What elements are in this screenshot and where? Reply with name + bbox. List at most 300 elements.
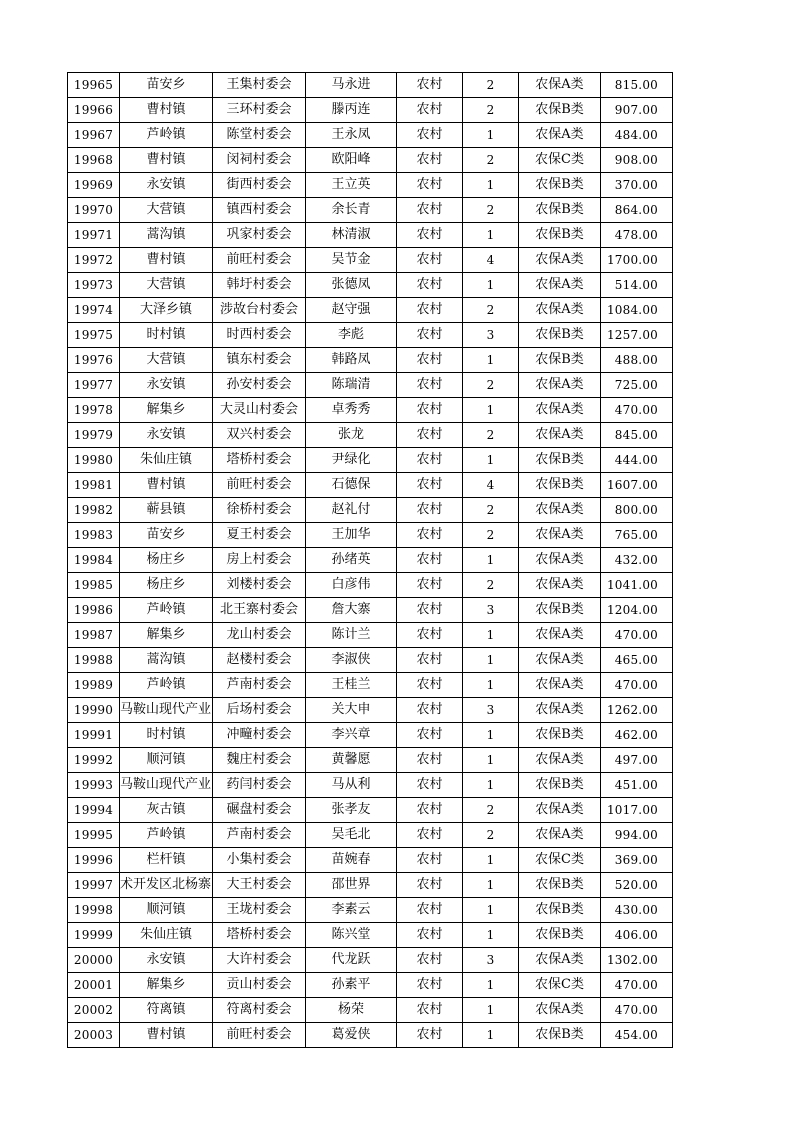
record-id-cell: 19992 (68, 748, 120, 773)
town-cell: 术开发区北杨寨 (120, 873, 213, 898)
table-row (68, 598, 673, 623)
household-type-cell: 农村 (397, 173, 463, 198)
household-type-cell: 农村 (397, 123, 463, 148)
record-id-cell: 19997 (68, 873, 120, 898)
household-type-cell: 农村 (397, 248, 463, 273)
table-row (68, 573, 673, 598)
table-row (68, 73, 673, 98)
village-committee-cell: 冲疃村委会 (213, 723, 306, 748)
record-id-cell: 19991 (68, 723, 120, 748)
insurance-category-cell: 农保A类 (519, 373, 601, 398)
table-row (68, 173, 673, 198)
person-name-cell: 张孝友 (306, 798, 397, 823)
record-id-cell: 19981 (68, 473, 120, 498)
household-size-cell: 2 (463, 373, 519, 398)
table-row (68, 548, 673, 573)
amount-cell: 465.00 (601, 648, 673, 673)
insurance-category-cell: 农保B类 (519, 923, 601, 948)
household-type-cell: 农村 (397, 898, 463, 923)
amount-cell: 800.00 (601, 498, 673, 523)
record-id-cell: 19975 (68, 323, 120, 348)
insurance-category-cell: 农保A类 (519, 698, 601, 723)
person-name-cell: 陈兴堂 (306, 923, 397, 948)
town-cell: 芦岭镇 (120, 823, 213, 848)
amount-cell: 470.00 (601, 973, 673, 998)
roster-body (68, 73, 673, 1048)
roster-table (67, 72, 673, 1048)
town-cell: 顺河镇 (120, 748, 213, 773)
person-name-cell: 马从利 (306, 773, 397, 798)
household-size-cell: 4 (463, 248, 519, 273)
amount-cell: 444.00 (601, 448, 673, 473)
record-id-cell: 19999 (68, 923, 120, 948)
insurance-category-cell: 农保A类 (519, 398, 601, 423)
village-committee-cell: 徐桥村委会 (213, 498, 306, 523)
insurance-category-cell: 农保A类 (519, 673, 601, 698)
insurance-category-cell: 农保A类 (519, 998, 601, 1023)
record-id-cell: 19987 (68, 623, 120, 648)
household-size-cell: 1 (463, 873, 519, 898)
person-name-cell: 张龙 (306, 423, 397, 448)
household-size-cell: 1 (463, 273, 519, 298)
person-name-cell: 苗婉春 (306, 848, 397, 873)
household-size-cell: 1 (463, 773, 519, 798)
person-name-cell: 李彪 (306, 323, 397, 348)
household-size-cell: 1 (463, 398, 519, 423)
table-row (68, 273, 673, 298)
record-id-cell: 19985 (68, 573, 120, 598)
person-name-cell: 吴毛北 (306, 823, 397, 848)
town-cell: 大泽乡镇 (120, 298, 213, 323)
household-type-cell: 农村 (397, 648, 463, 673)
person-name-cell: 张德凤 (306, 273, 397, 298)
town-cell: 永安镇 (120, 948, 213, 973)
household-type-cell: 农村 (397, 723, 463, 748)
town-cell: 解集乡 (120, 973, 213, 998)
person-name-cell: 白彦伟 (306, 573, 397, 598)
table-row (68, 973, 673, 998)
amount-cell: 484.00 (601, 123, 673, 148)
person-name-cell: 杨荣 (306, 998, 397, 1023)
household-size-cell: 1 (463, 548, 519, 573)
town-cell: 曹村镇 (120, 1023, 213, 1048)
record-id-cell: 19974 (68, 298, 120, 323)
town-cell: 曹村镇 (120, 98, 213, 123)
village-committee-cell: 双兴村委会 (213, 423, 306, 448)
record-id-cell: 20001 (68, 973, 120, 998)
town-cell: 曹村镇 (120, 248, 213, 273)
amount-cell: 765.00 (601, 523, 673, 548)
record-id-cell: 19982 (68, 498, 120, 523)
household-size-cell: 1 (463, 673, 519, 698)
amount-cell: 1084.00 (601, 298, 673, 323)
person-name-cell: 孙绪英 (306, 548, 397, 573)
person-name-cell: 林清淑 (306, 223, 397, 248)
household-type-cell: 农村 (397, 548, 463, 573)
household-type-cell: 农村 (397, 73, 463, 98)
insurance-category-cell: 农保A类 (519, 248, 601, 273)
person-name-cell: 赵守强 (306, 298, 397, 323)
insurance-category-cell: 农保A类 (519, 573, 601, 598)
village-committee-cell: 巩家村委会 (213, 223, 306, 248)
table-row (68, 998, 673, 1023)
town-cell: 芦岭镇 (120, 598, 213, 623)
insurance-category-cell: 农保B类 (519, 448, 601, 473)
amount-cell: 845.00 (601, 423, 673, 448)
household-type-cell: 农村 (397, 473, 463, 498)
town-cell: 解集乡 (120, 623, 213, 648)
table-row (68, 98, 673, 123)
table-row (68, 798, 673, 823)
household-type-cell: 农村 (397, 523, 463, 548)
insurance-category-cell: 农保B类 (519, 898, 601, 923)
household-type-cell: 农村 (397, 148, 463, 173)
town-cell: 马鞍山现代产业 (120, 773, 213, 798)
table-row (68, 698, 673, 723)
insurance-category-cell: 农保A类 (519, 823, 601, 848)
insurance-category-cell: 农保B类 (519, 173, 601, 198)
record-id-cell: 19968 (68, 148, 120, 173)
record-id-cell: 20000 (68, 948, 120, 973)
record-id-cell: 19984 (68, 548, 120, 573)
person-name-cell: 马永进 (306, 73, 397, 98)
household-type-cell: 农村 (397, 598, 463, 623)
village-committee-cell: 塔桥村委会 (213, 923, 306, 948)
household-size-cell: 1 (463, 623, 519, 648)
town-cell: 朱仙庄镇 (120, 448, 213, 473)
town-cell: 时村镇 (120, 323, 213, 348)
town-cell: 蕲县镇 (120, 498, 213, 523)
table-row (68, 748, 673, 773)
household-type-cell: 农村 (397, 823, 463, 848)
household-type-cell: 农村 (397, 948, 463, 973)
village-committee-cell: 大许村委会 (213, 948, 306, 973)
village-committee-cell: 王垅村委会 (213, 898, 306, 923)
household-size-cell: 3 (463, 948, 519, 973)
person-name-cell: 王桂兰 (306, 673, 397, 698)
table-row (68, 298, 673, 323)
village-committee-cell: 前旺村委会 (213, 1023, 306, 1048)
table-row (68, 923, 673, 948)
household-size-cell: 2 (463, 298, 519, 323)
town-cell: 解集乡 (120, 398, 213, 423)
amount-cell: 908.00 (601, 148, 673, 173)
insurance-category-cell: 农保B类 (519, 98, 601, 123)
amount-cell: 1041.00 (601, 573, 673, 598)
person-name-cell: 陈瑞清 (306, 373, 397, 398)
household-size-cell: 1 (463, 748, 519, 773)
village-committee-cell: 镇西村委会 (213, 198, 306, 223)
record-id-cell: 19979 (68, 423, 120, 448)
town-cell: 芦岭镇 (120, 673, 213, 698)
household-type-cell: 农村 (397, 448, 463, 473)
record-id-cell: 19994 (68, 798, 120, 823)
record-id-cell: 20002 (68, 998, 120, 1023)
table-row (68, 873, 673, 898)
household-size-cell: 2 (463, 73, 519, 98)
insurance-category-cell: 农保B类 (519, 723, 601, 748)
household-size-cell: 4 (463, 473, 519, 498)
town-cell: 永安镇 (120, 373, 213, 398)
household-size-cell: 2 (463, 573, 519, 598)
household-size-cell: 1 (463, 923, 519, 948)
household-type-cell: 农村 (397, 298, 463, 323)
insurance-category-cell: 农保A类 (519, 123, 601, 148)
person-name-cell: 余长青 (306, 198, 397, 223)
person-name-cell: 李兴章 (306, 723, 397, 748)
table-row (68, 198, 673, 223)
household-type-cell: 农村 (397, 623, 463, 648)
amount-cell: 470.00 (601, 673, 673, 698)
village-committee-cell: 涉故台村委会 (213, 298, 306, 323)
record-id-cell: 19995 (68, 823, 120, 848)
household-type-cell: 农村 (397, 273, 463, 298)
village-committee-cell: 符离村委会 (213, 998, 306, 1023)
person-name-cell: 邵世界 (306, 873, 397, 898)
household-type-cell: 农村 (397, 223, 463, 248)
amount-cell: 470.00 (601, 623, 673, 648)
village-committee-cell: 韩圩村委会 (213, 273, 306, 298)
town-cell: 杨庄乡 (120, 573, 213, 598)
household-type-cell: 农村 (397, 398, 463, 423)
village-committee-cell: 芦南村委会 (213, 673, 306, 698)
amount-cell: 470.00 (601, 998, 673, 1023)
household-type-cell: 农村 (397, 98, 463, 123)
village-committee-cell: 房上村委会 (213, 548, 306, 573)
insurance-category-cell: 农保A类 (519, 523, 601, 548)
table-row (68, 823, 673, 848)
table-row (68, 623, 673, 648)
person-name-cell: 欧阳峰 (306, 148, 397, 173)
village-committee-cell: 赵楼村委会 (213, 648, 306, 673)
household-type-cell: 农村 (397, 973, 463, 998)
table-row (68, 148, 673, 173)
insurance-category-cell: 农保A类 (519, 298, 601, 323)
household-size-cell: 2 (463, 498, 519, 523)
amount-cell: 1607.00 (601, 473, 673, 498)
record-id-cell: 19986 (68, 598, 120, 623)
amount-cell: 907.00 (601, 98, 673, 123)
record-id-cell: 19970 (68, 198, 120, 223)
table-row (68, 248, 673, 273)
insurance-category-cell: 农保A类 (519, 648, 601, 673)
household-type-cell: 农村 (397, 923, 463, 948)
insurance-category-cell: 农保A类 (519, 498, 601, 523)
amount-cell: 406.00 (601, 923, 673, 948)
person-name-cell: 葛爱侠 (306, 1023, 397, 1048)
insurance-category-cell: 农保B类 (519, 598, 601, 623)
household-size-cell: 1 (463, 973, 519, 998)
household-size-cell: 1 (463, 173, 519, 198)
village-committee-cell: 孙安村委会 (213, 373, 306, 398)
village-committee-cell: 时西村委会 (213, 323, 306, 348)
insurance-category-cell: 农保A类 (519, 548, 601, 573)
town-cell: 蒿沟镇 (120, 223, 213, 248)
town-cell: 时村镇 (120, 723, 213, 748)
village-committee-cell: 三环村委会 (213, 98, 306, 123)
amount-cell: 815.00 (601, 73, 673, 98)
insurance-category-cell: 农保B类 (519, 198, 601, 223)
insurance-category-cell: 农保A类 (519, 423, 601, 448)
record-id-cell: 19996 (68, 848, 120, 873)
person-name-cell: 滕丙连 (306, 98, 397, 123)
town-cell: 马鞍山现代产业 (120, 698, 213, 723)
table-row (68, 648, 673, 673)
person-name-cell: 陈计兰 (306, 623, 397, 648)
household-size-cell: 1 (463, 1023, 519, 1048)
town-cell: 永安镇 (120, 173, 213, 198)
household-type-cell: 农村 (397, 348, 463, 373)
town-cell: 曹村镇 (120, 473, 213, 498)
record-id-cell: 19969 (68, 173, 120, 198)
person-name-cell: 卓秀秀 (306, 398, 397, 423)
table-row (68, 898, 673, 923)
person-name-cell: 代龙跃 (306, 948, 397, 973)
record-id-cell: 20003 (68, 1023, 120, 1048)
table-row (68, 523, 673, 548)
record-id-cell: 19972 (68, 248, 120, 273)
town-cell: 永安镇 (120, 423, 213, 448)
town-cell: 蒿沟镇 (120, 648, 213, 673)
household-size-cell: 2 (463, 823, 519, 848)
person-name-cell: 王永凤 (306, 123, 397, 148)
household-size-cell: 1 (463, 723, 519, 748)
town-cell: 大营镇 (120, 273, 213, 298)
household-type-cell: 农村 (397, 998, 463, 1023)
insurance-category-cell: 农保B类 (519, 323, 601, 348)
amount-cell: 432.00 (601, 548, 673, 573)
village-committee-cell: 前旺村委会 (213, 473, 306, 498)
town-cell: 苗安乡 (120, 523, 213, 548)
person-name-cell: 吴节金 (306, 248, 397, 273)
person-name-cell: 李素云 (306, 898, 397, 923)
household-size-cell: 3 (463, 598, 519, 623)
household-size-cell: 2 (463, 98, 519, 123)
household-type-cell: 农村 (397, 698, 463, 723)
insurance-category-cell: 农保B类 (519, 223, 601, 248)
household-type-cell: 农村 (397, 673, 463, 698)
table-row (68, 223, 673, 248)
table-row (68, 348, 673, 373)
insurance-category-cell: 农保C类 (519, 973, 601, 998)
table-row (68, 448, 673, 473)
record-id-cell: 19980 (68, 448, 120, 473)
amount-cell: 1204.00 (601, 598, 673, 623)
household-type-cell: 农村 (397, 798, 463, 823)
village-committee-cell: 陈堂村委会 (213, 123, 306, 148)
village-committee-cell: 后场村委会 (213, 698, 306, 723)
town-cell: 杨庄乡 (120, 548, 213, 573)
amount-cell: 370.00 (601, 173, 673, 198)
table-row (68, 423, 673, 448)
village-committee-cell: 塔桥村委会 (213, 448, 306, 473)
household-size-cell: 1 (463, 898, 519, 923)
village-committee-cell: 碾盘村委会 (213, 798, 306, 823)
amount-cell: 1257.00 (601, 323, 673, 348)
household-type-cell: 农村 (397, 1023, 463, 1048)
household-size-cell: 1 (463, 123, 519, 148)
village-committee-cell: 镇东村委会 (213, 348, 306, 373)
household-size-cell: 1 (463, 648, 519, 673)
insurance-category-cell: 农保A类 (519, 623, 601, 648)
village-committee-cell: 街西村委会 (213, 173, 306, 198)
amount-cell: 520.00 (601, 873, 673, 898)
amount-cell: 1700.00 (601, 248, 673, 273)
person-name-cell: 孙素平 (306, 973, 397, 998)
household-size-cell: 2 (463, 198, 519, 223)
village-committee-cell: 夏王村委会 (213, 523, 306, 548)
town-cell: 苗安乡 (120, 73, 213, 98)
town-cell: 灰古镇 (120, 798, 213, 823)
person-name-cell: 黄馨愿 (306, 748, 397, 773)
record-id-cell: 19989 (68, 673, 120, 698)
household-size-cell: 1 (463, 848, 519, 873)
person-name-cell: 王立英 (306, 173, 397, 198)
amount-cell: 454.00 (601, 1023, 673, 1048)
record-id-cell: 19990 (68, 698, 120, 723)
insurance-category-cell: 农保A类 (519, 273, 601, 298)
village-committee-cell: 王集村委会 (213, 73, 306, 98)
town-cell: 芦岭镇 (120, 123, 213, 148)
household-size-cell: 3 (463, 323, 519, 348)
household-size-cell: 2 (463, 423, 519, 448)
record-id-cell: 19965 (68, 73, 120, 98)
person-name-cell: 韩路凤 (306, 348, 397, 373)
amount-cell: 488.00 (601, 348, 673, 373)
person-name-cell: 尹绿化 (306, 448, 397, 473)
person-name-cell: 赵礼付 (306, 498, 397, 523)
insurance-category-cell: 农保B类 (519, 348, 601, 373)
amount-cell: 462.00 (601, 723, 673, 748)
table-row (68, 373, 673, 398)
amount-cell: 514.00 (601, 273, 673, 298)
village-committee-cell: 前旺村委会 (213, 248, 306, 273)
household-type-cell: 农村 (397, 873, 463, 898)
table-row (68, 673, 673, 698)
record-id-cell: 19998 (68, 898, 120, 923)
insurance-category-cell: 农保A类 (519, 948, 601, 973)
amount-cell: 470.00 (601, 398, 673, 423)
record-id-cell: 19976 (68, 348, 120, 373)
insurance-category-cell: 农保B类 (519, 1023, 601, 1048)
household-size-cell: 2 (463, 523, 519, 548)
insurance-category-cell: 农保C类 (519, 148, 601, 173)
table-row (68, 723, 673, 748)
table-row (68, 123, 673, 148)
record-id-cell: 19967 (68, 123, 120, 148)
amount-cell: 430.00 (601, 898, 673, 923)
town-cell: 大营镇 (120, 198, 213, 223)
household-type-cell: 农村 (397, 373, 463, 398)
household-size-cell: 2 (463, 798, 519, 823)
household-type-cell: 农村 (397, 198, 463, 223)
village-committee-cell: 芦南村委会 (213, 823, 306, 848)
town-cell: 朱仙庄镇 (120, 923, 213, 948)
insurance-category-cell: 农保A类 (519, 748, 601, 773)
household-size-cell: 3 (463, 698, 519, 723)
table-row (68, 398, 673, 423)
person-name-cell: 关大申 (306, 698, 397, 723)
household-type-cell: 农村 (397, 573, 463, 598)
amount-cell: 478.00 (601, 223, 673, 248)
insurance-category-cell: 农保B类 (519, 773, 601, 798)
village-committee-cell: 大灵山村委会 (213, 398, 306, 423)
village-committee-cell: 魏庄村委会 (213, 748, 306, 773)
table-row (68, 773, 673, 798)
record-id-cell: 19977 (68, 373, 120, 398)
table-row (68, 948, 673, 973)
insurance-category-cell: 农保A类 (519, 73, 601, 98)
